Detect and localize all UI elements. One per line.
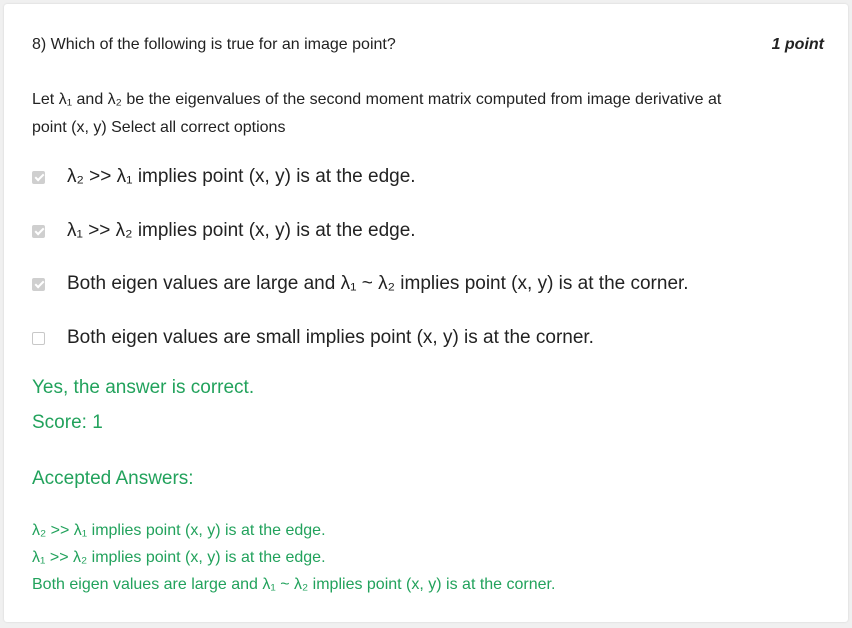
accepted-answer-1: λ₂ >> λ₁ implies point (x, y) is at the edge. — [32, 522, 326, 539]
accepted-answer-3: Both eigen values are large and λ₁ ~ λ₂ implies point (x, y) is at the corner. — [32, 576, 556, 593]
question-text — [32, 86, 822, 142]
question-points: 1 point — [771, 36, 824, 53]
accepted-answer-2: λ₁ >> λ₂ implies point (x, y) is at the edge. — [32, 549, 326, 566]
result-message: Yes, the answer is correct. — [32, 377, 255, 398]
accepted-answers-title: Accepted Answers: — [32, 468, 194, 489]
option-3-checkbox[interactable] — [32, 278, 45, 291]
option-4-label: Both eigen values are small implies point (x, y) is at the corner. — [67, 327, 594, 348]
option-4[interactable] — [32, 322, 594, 354]
option-3[interactable] — [32, 268, 689, 300]
question-text-line-2: point (x, y) Select all correct options — [32, 119, 286, 136]
option-1-label: λ₂ >> λ₁ implies point (x, y) is at the edge. — [67, 166, 416, 187]
score-text: Score: 1 — [32, 412, 103, 433]
option-2-checkbox[interactable] — [32, 225, 45, 238]
option-2[interactable] — [32, 215, 416, 247]
question-text-line-1: Let λ₁ and λ₂ be the eigenvalues of the second moment matrix computed from image derivative at — [32, 91, 722, 108]
option-1-checkbox[interactable] — [32, 171, 45, 184]
question-card — [4, 4, 848, 622]
option-4-checkbox[interactable] — [32, 332, 45, 345]
accepted-answers-list — [32, 517, 555, 598]
option-2-label: λ₁ >> λ₂ implies point (x, y) is at the edge. — [67, 220, 416, 241]
option-1[interactable] — [32, 161, 416, 193]
question-title: 8) Which of the following is true for an image point? — [32, 36, 396, 53]
option-3-label: Both eigen values are large and λ₁ ~ λ₂ implies point (x, y) is at the corner. — [67, 273, 689, 294]
